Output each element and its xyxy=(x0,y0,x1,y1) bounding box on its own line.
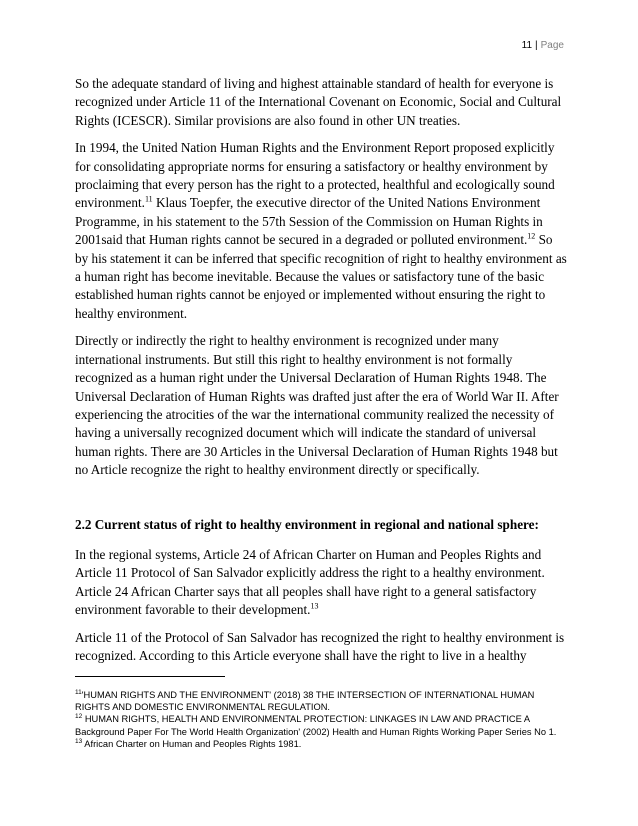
footnote-ref-11[interactable]: 11 xyxy=(144,195,153,205)
paragraph-3: Directly or indirectly the right to healthy environment is recognized under many international instruments. But still this right to healthy environment is not formally recognized as a human right under the Universal Declaration of Human Rights 1948. The Universal Declaration of Human Rights was drafted just after the era of World War II. After experiencing the atrocities of the war the international community realized the necessity of having a universally recognized document which will indicate the standard of universal human rights. There are 30 Articles in the Universal Declaration of Human Rights 1948 but no Article recognize the right to healthy environment directly or specifically. xyxy=(75,333,559,478)
footnote-ref-13[interactable]: 13 xyxy=(310,601,319,611)
paragraph-2 xyxy=(75,139,567,323)
paragraph-2-text-c: So by his statement it can be inferred that specific recognition of right to healthy environment as a human right has become inevitable. Because the values or satisfactory tune of the basic established human rights cannot be enjoyed or implemented without ensuring the right to healthy environment. xyxy=(75,232,567,321)
page-number: 11 xyxy=(521,40,533,51)
paragraph-1: So the adequate standard of living and highest attainable standard of health for everyone is recognized under Article 11 of the International Covenant on Economic, Social and Cultural Rights (ICESCR). Similar provisions are also found in other UN treaties. xyxy=(75,76,562,128)
footnote-ref-12[interactable]: 12 xyxy=(527,231,536,241)
footnotes xyxy=(75,676,565,750)
footnote xyxy=(75,689,565,713)
section-heading: 2.2 Current status of right to healthy environment in regional and national sphere: xyxy=(75,516,539,532)
footnote-text: 'HUMAN RIGHTS AND THE ENVIRONMENT' (2018) 38 THE INTERSECTION OF INTERNATIONAL HUMAN RIGHTS AND DOMESTIC ENVIRONMENTAL REGULATION. xyxy=(75,690,535,713)
footnote-number: 12 xyxy=(75,713,83,721)
paragraph-4-text: In the regional systems, Article 24 of African Charter on Human and Peoples Rights and Article 11 Protocol of San Salvador explicitly address the right to a healthy environment. Article 24 African Charter says that all peoples shall have right to a general satisfactory environment favorable to their development. xyxy=(75,546,545,618)
paragraph-5: Article 11 of the Protocol of San Salvador has recognized the right to healthy environment is recognized. According to this Article everyone shall have the right to live in a healthy xyxy=(75,629,565,663)
footnote xyxy=(75,713,565,737)
footnote-text: African Charter on Human and Peoples Rights 1981. xyxy=(82,738,302,749)
paragraph-2-text-b: Klaus Toepfer, the executive director of the United Nations Environment Programme, in his statement to the 57th Session of the Commission on Human Rights in 2001said that Human rights cannot be secured in a degraded or polluted environment. xyxy=(75,195,543,248)
page-label: Page xyxy=(540,40,564,51)
footnote-number: 13 xyxy=(75,737,83,745)
paragraph-2-text-a: In 1994, the United Nation Human Rights and the Environment Report proposed explicitly for consolidating appropriate norms for ensuring a satisfactory or healthy environment by proclaiming that every person has the right to a protected, healthful and ecologically sound environment. xyxy=(75,140,555,211)
footnote-divider xyxy=(75,676,225,677)
document-body xyxy=(75,75,567,674)
footnote-number: 11 xyxy=(75,688,82,696)
page-header xyxy=(522,40,564,51)
footnote xyxy=(75,738,565,750)
paragraph-4 xyxy=(75,546,567,620)
header-separator: | xyxy=(535,40,538,51)
footnote-text: HUMAN RIGHTS, HEALTH AND ENVIRONMENTAL PROTECTION: LINKAGES IN LAW AND PRACTICE A Background Paper For The World Health Organization' (2002) Health and Human Rights Working Paper Series No 1. xyxy=(75,714,557,737)
